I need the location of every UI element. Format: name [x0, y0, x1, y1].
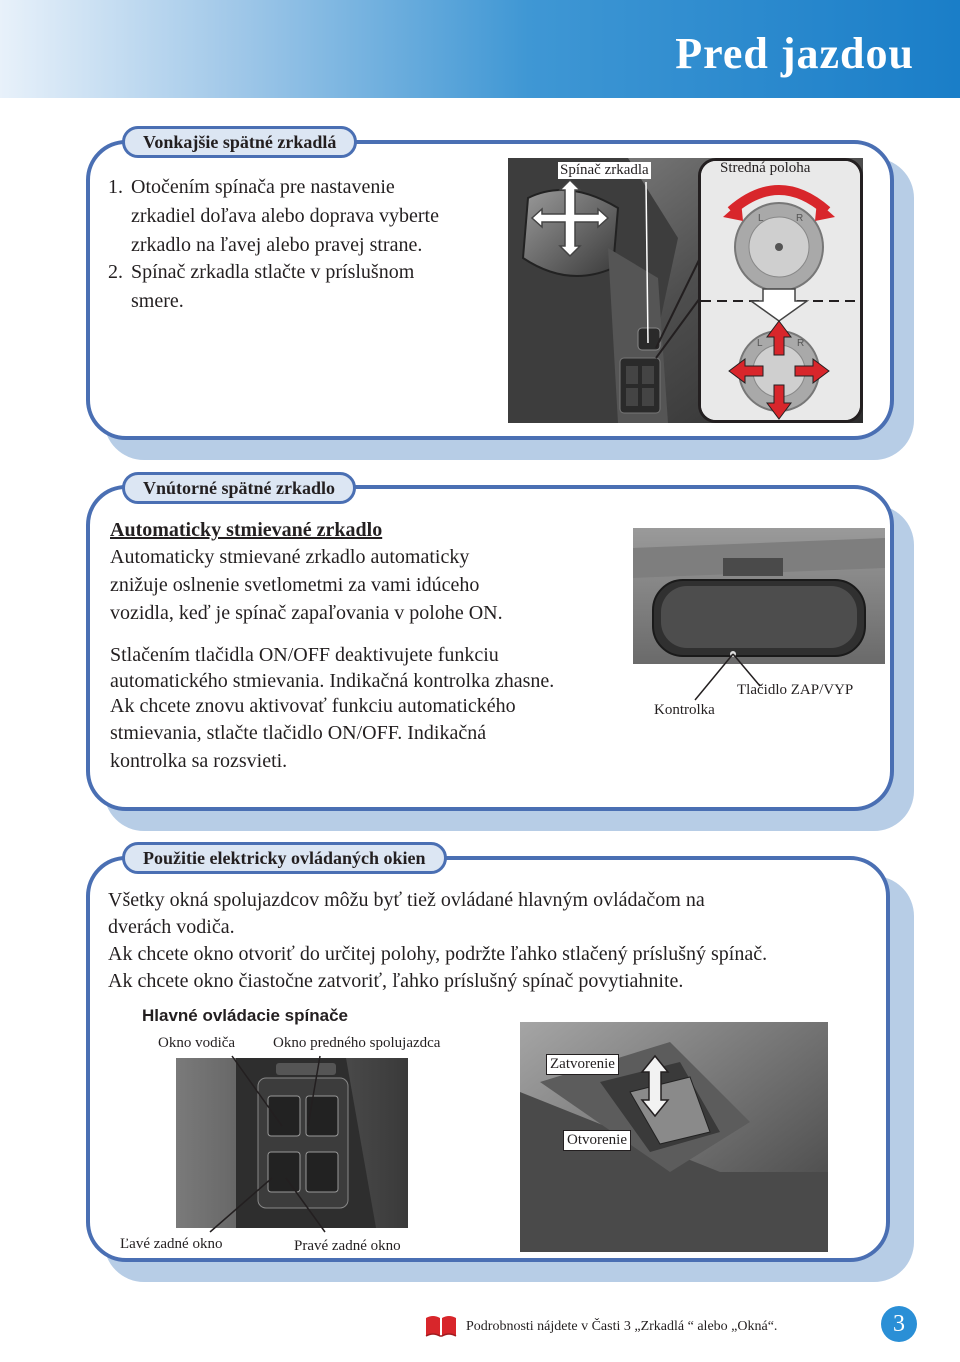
mirror-switch-label: Spínač zrkadla	[560, 162, 649, 178]
indicator-label: Kontrolka	[654, 702, 715, 718]
step-line: zrkadlo na ľavej alebo pravej strane.	[131, 234, 423, 256]
close-label: Zatvorenie	[546, 1054, 619, 1075]
footer-reference: Podrobnosti nájdete v Časti 3 „Zrkadlá “ alebo „Okná“.	[466, 1319, 778, 1334]
para-line: Ak chcete okno čiastočne zatvoriť, ľahko príslušný spínač povytiahnite.	[108, 970, 684, 992]
para-line: kontrolka sa rozsvieti.	[110, 750, 288, 772]
para-line: Ak chcete okno otvoriť do určitej polohy, podržte ľahko stlačený príslušný spínač.	[108, 943, 768, 965]
para-line: Stlačením tlačidla ON/OFF deaktivujete funkciu	[110, 644, 499, 666]
book-icon	[424, 1314, 458, 1338]
rear-right-window-label: Pravé zadné okno	[294, 1238, 401, 1254]
front-passenger-window-label: Okno predného spolujazdca	[273, 1035, 441, 1051]
driver-window-label: Okno vodiča	[158, 1035, 236, 1051]
dial-left-label: L	[758, 213, 764, 224]
section1-tab: Vonkajšie spätné zrkadlá	[122, 126, 357, 158]
step-line: smere.	[131, 290, 184, 312]
on-off-button-label: Tlačidlo ZAP/VYP	[737, 682, 854, 698]
step-line: zrkadiel doľava alebo doprava vyberte	[131, 205, 439, 227]
main-switches-heading: Hlavné ovládacie spínače	[142, 1006, 348, 1025]
section3-tab: Použitie elektricky ovládaných okien	[122, 842, 447, 874]
para-line: Automaticky stmievané zrkadlo automaticky	[110, 546, 470, 568]
mirror-switch-inset	[698, 158, 863, 423]
para-line: automatického stmievania. Indikačná kontrolka zhasne.	[110, 670, 555, 692]
para-line: znižuje oslnenie svetlometmi za vami idúceho	[110, 574, 480, 596]
para-line: Ak chcete znovu aktivovať funkciu automatického	[110, 695, 516, 717]
open-label: Otvorenie	[563, 1130, 631, 1151]
inside-mirror-leader	[690, 648, 770, 708]
para-line: vozidla, keď je spínač zapaľovania v polohe ON.	[110, 602, 503, 624]
step-line: Spínač zrkadla stlačte v príslušnom	[131, 261, 415, 283]
inside-mirror-photo	[633, 528, 885, 664]
section2-tab: Vnútorné spätné zrkadlo	[122, 472, 356, 504]
page-title: Pred jazdou	[675, 29, 914, 78]
step-number: 1.	[108, 176, 123, 198]
dial-right-label: R	[796, 213, 804, 224]
para-line: stmievania, stlačte tlačidlo ON/OFF. Indikačná	[110, 722, 487, 744]
window-switches-leaders	[160, 1050, 420, 1250]
step-number: 2.	[108, 261, 123, 283]
page-number-badge	[881, 1306, 917, 1342]
para-line: Všetky okná spolujazdcov môžu byť tiež ovládané hlavným ovládačom na	[108, 889, 705, 911]
step-line: Otočením spínača pre nastavenie	[131, 176, 395, 198]
auto-dimming-heading: Automaticky stmievané zrkadlo	[110, 519, 383, 541]
page-footer	[0, 1300, 960, 1362]
page-number: 3	[893, 1311, 905, 1337]
svg-text:L: L	[757, 338, 763, 349]
page-header	[0, 0, 960, 98]
mirror-switch-leader	[508, 158, 708, 378]
neutral-position-label: Stredná poloha	[720, 160, 811, 176]
svg-text:R: R	[797, 338, 805, 349]
rear-left-window-label: Ľavé zadné okno	[120, 1236, 223, 1252]
para-line: dverách vodiča.	[108, 916, 235, 938]
